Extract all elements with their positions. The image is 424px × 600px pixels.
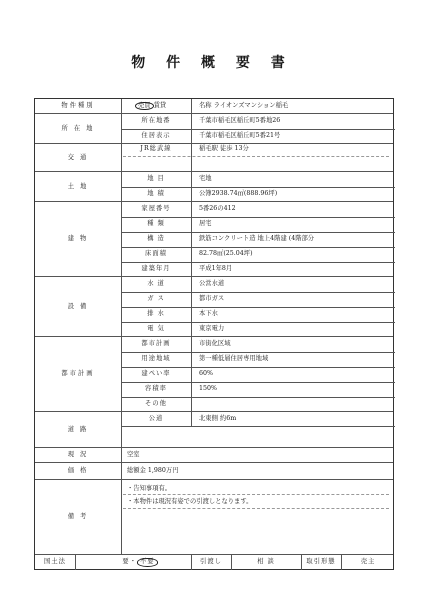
label-structure: 構 造 [147, 235, 165, 243]
page-title: 物 件 概 要 書 [131, 55, 293, 71]
label-house-number: 家屋番号 [141, 205, 171, 213]
label-remarks: 備 考 [67, 513, 89, 521]
status-value: 空室 [127, 451, 140, 459]
label-land-area: 地 積 [147, 190, 165, 198]
label-handover: 引渡し [200, 558, 222, 566]
land-area-value: 公簿2938.74㎡(888.96坪) [199, 190, 278, 198]
property-summary-table [34, 98, 394, 570]
label-land-act: 国土法 [44, 558, 66, 566]
drain-value: 本下水 [199, 310, 218, 318]
floor-area-value: 82.78㎡(25.04坪) [199, 250, 253, 258]
address-value: 千葉市稲毛区稲丘町5番21号 [199, 132, 281, 140]
label-floor-area-ratio: 容積率 [145, 385, 167, 393]
label-consult: 相 談 [257, 558, 275, 566]
label-building: 建 物 [67, 235, 89, 243]
price-value: 総額金 1,980万円 [127, 467, 179, 475]
label-land: 土 地 [67, 182, 89, 190]
label-planning-area: 都市計画 [141, 340, 171, 348]
label-floor-area: 床面積 [145, 250, 167, 258]
row-location [35, 113, 393, 144]
remark-line-2: ・本物件は現況有姿での引渡しとなります。 [127, 497, 253, 505]
need-options [105, 555, 175, 570]
row-facilities [35, 276, 393, 337]
label-lot: 所在地番 [141, 117, 171, 125]
row-status [35, 447, 393, 463]
label-price: 価 格 [67, 467, 89, 475]
built-date-value: 平成1年8月 [199, 265, 233, 273]
label-power: 電 気 [147, 325, 165, 333]
water-value: 公営水道 [199, 280, 225, 288]
remark-line-1: ・告知事項有。 [127, 484, 172, 492]
label-other: その他 [145, 400, 167, 408]
row-city-planning [35, 336, 393, 412]
property-type-options [131, 99, 195, 113]
label-building-coverage: 建ぺい率 [141, 370, 171, 378]
need-selected-circle: 不要 [137, 558, 158, 566]
row-transport [35, 143, 393, 172]
type-option-rent: 賃貸 [153, 101, 167, 109]
row-building [35, 201, 393, 277]
label-water: 水 道 [147, 280, 165, 288]
gas-value: 都市ガス [199, 295, 225, 303]
label-facilities: 設 備 [67, 302, 89, 310]
label-address: 住居表示 [141, 132, 171, 140]
trade-type-value: 売主 [360, 558, 376, 566]
label-transport: 交 通 [67, 153, 89, 161]
need-option-required: 要・ [122, 558, 137, 566]
row-property-type [35, 99, 393, 113]
label-drain: 排 水 [147, 310, 165, 318]
zoning-value: 第一種低層住居専用地域 [199, 355, 269, 363]
other-value [195, 397, 399, 412]
floor-area-ratio-value: 150% [199, 385, 218, 393]
label-status: 現 況 [67, 451, 89, 459]
label-rail-line: JR総武線 [140, 145, 172, 153]
selected-type-circle: 売買 [135, 102, 154, 110]
row-price [35, 462, 393, 480]
planning-area-value: 市街化区域 [199, 340, 231, 348]
kind-value: 居宅 [199, 220, 212, 228]
house-number-value: 5番26の412 [199, 205, 236, 213]
rail-line-value: 稲毛駅 徒歩 13分 [199, 145, 249, 153]
label-land-category: 地 目 [147, 175, 165, 183]
row-road [35, 411, 393, 448]
label-public-road: 公道 [148, 414, 164, 422]
label-gas: ガ ス [147, 295, 165, 303]
row-footer [35, 554, 393, 570]
property-name: 名称 ライオンズマンション稲毛 [199, 101, 289, 109]
lot-value: 千葉市稲毛区稲丘町5番地26 [199, 117, 281, 125]
label-built-date: 建築年月 [141, 265, 171, 273]
label-road: 道 路 [67, 425, 89, 433]
power-value: 東京電力 [199, 325, 225, 333]
label-location: 所 在 地 [61, 124, 95, 132]
building-coverage-value: 60% [199, 370, 213, 378]
label-city-planning: 都市計画 [61, 370, 95, 378]
row-land [35, 171, 393, 202]
label-trade-type: 取引形態 [306, 558, 336, 566]
label-property-type: 物件種別 [61, 101, 95, 109]
row-remarks [35, 479, 393, 555]
label-zoning: 用途地域 [141, 355, 171, 363]
land-category-value: 宅地 [199, 175, 212, 183]
structure-value: 鉄筋コンクリート造 地上4階建 (4階部分 [199, 235, 315, 243]
label-kind: 種 類 [147, 220, 165, 228]
road-value: 北東側 約6m [199, 414, 237, 422]
